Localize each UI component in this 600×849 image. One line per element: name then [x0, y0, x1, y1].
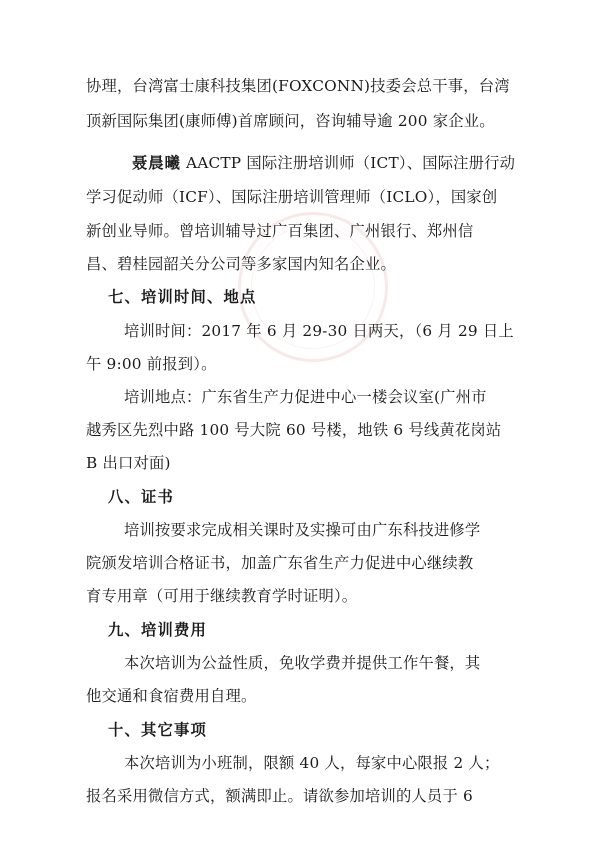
section-8-line-3: 育专用章（可用于继续教育学时证明）。 — [86, 587, 358, 605]
section-9-line-2: 他交通和食宿费用自理。 — [86, 687, 257, 705]
section-8-heading: 八、证书 — [108, 488, 174, 506]
bio-line-2: 学习促动师（ICF）、国际注册培训管理师（ICLO），国家创 — [86, 188, 498, 206]
section-7-place-line-2: 越秀区先烈中路 100 号大院 60 号楼，地铁 6 号线黄花岗站 — [86, 421, 502, 439]
section-7-place-line-1: 培训地点：广东省生产力促进中心一楼会议室(广州市 — [124, 388, 487, 406]
intro-line-1: 协理，台湾富士康科技集团(FOXCONN)技委会总干事，台湾 — [86, 77, 510, 95]
section-9-line-1: 本次培训为公益性质，免收学费并提供工作午餐，其 — [124, 654, 481, 672]
section-7-time-line-1: 培训时间：2017 年 6 月 29-30 日两天，（6 月 29 日上 — [124, 322, 514, 340]
bio-line-4: 昌、碧桂园韶关分公司等多家国内知名企业。 — [86, 255, 396, 273]
section-7-time-line-2: 午 9:00 前报到）。 — [86, 355, 217, 373]
section-10-heading: 十、其它事项 — [108, 721, 207, 739]
section-10-line-2: 报名采用微信方式，额满即止。请欲参加培训的人员于 6 — [86, 787, 473, 805]
bio-name: 聂晨曦 — [132, 154, 181, 172]
section-10-line-1: 本次培训为小班制，限额 40 人，每家中心限报 2 人； — [124, 754, 500, 772]
section-7-place-line-3: B 出口对面) — [86, 454, 171, 472]
section-8-line-2: 院颁发培训合格证书，加盖广东省生产力促进中心继续教 — [86, 554, 474, 572]
section-8-line-1: 培训按要求完成相关课时及实操可由广东科技进修学 — [124, 521, 481, 539]
intro-line-2: 顶新国际集团(康师傅)首席顾问，咨询辅导逾 200 家企业。 — [86, 112, 495, 130]
section-7-heading: 七、培训时间、地点 — [108, 288, 257, 306]
section-9-heading: 九、培训费用 — [108, 621, 207, 639]
bio-line-1 — [132, 153, 515, 173]
bio-line-3: 新创业导师。曾培训辅导过广百集团、广州银行、郑州信 — [86, 222, 474, 240]
bio-line-1-text: AACTP 国际注册培训师（ICT）、国际注册行动 — [180, 154, 516, 172]
